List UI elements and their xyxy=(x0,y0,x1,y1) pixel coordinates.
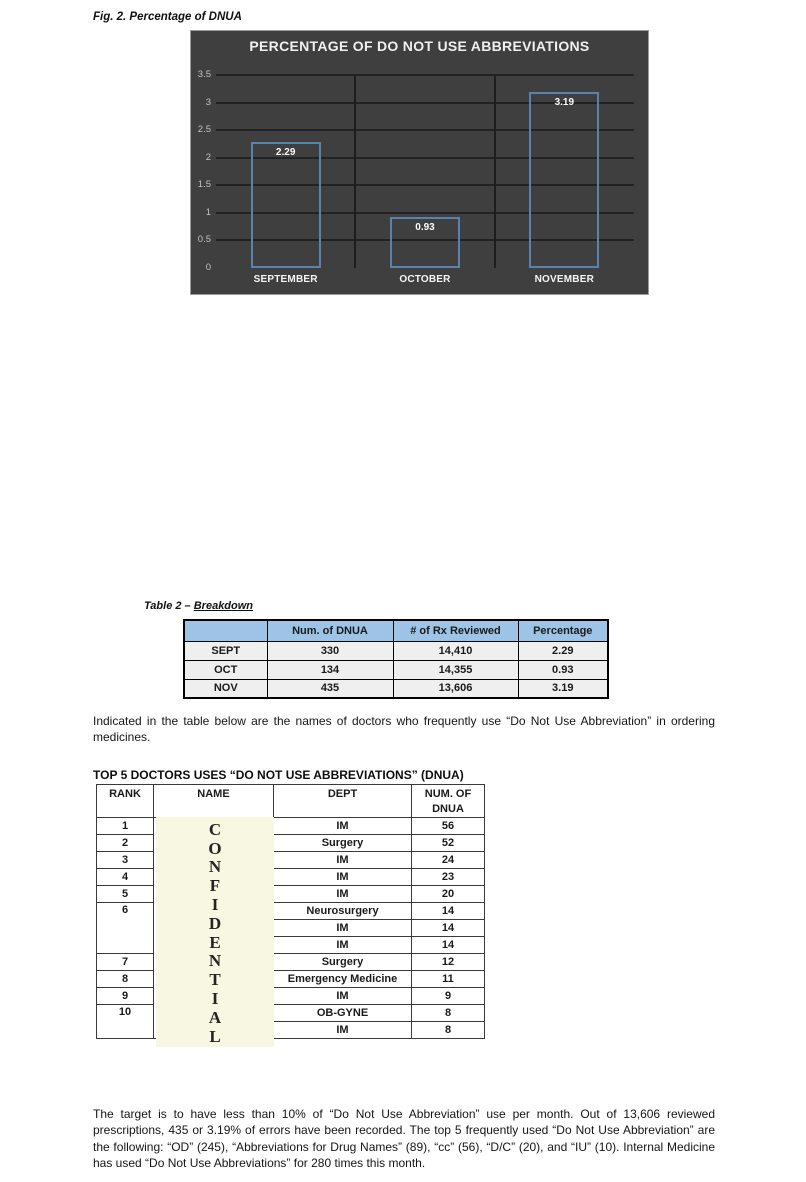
rank-cell: 9 xyxy=(97,987,154,1004)
dept-cell: Surgery xyxy=(274,834,412,851)
overlay-letter: C xyxy=(208,819,222,839)
dept-cell: IM xyxy=(274,919,412,936)
overlay-letter: A xyxy=(208,1007,222,1027)
name-column-cell xyxy=(154,817,274,1046)
overlay-letter: L xyxy=(209,1026,221,1046)
category-divider xyxy=(354,75,356,268)
num-dnua-cell: 134 xyxy=(267,660,393,679)
breakdown-table xyxy=(183,619,609,699)
x-tick-label: NOVEMBER xyxy=(534,274,595,285)
y-tick-label: 0 xyxy=(205,262,211,273)
doctors-header-dept: DEPT xyxy=(274,785,412,818)
breakdown-header-rx-reviewed: # of Rx Reviewed xyxy=(393,620,518,641)
table-row xyxy=(184,679,608,698)
rank-cell: 6 xyxy=(97,902,154,953)
breakdown-header-num-dnua: Num. of DNUA xyxy=(267,620,393,641)
dept-cell: IM xyxy=(274,817,412,834)
rank-cell: 8 xyxy=(97,970,154,987)
num-cell: 8 xyxy=(412,1004,485,1021)
y-tick-label: 2.5 xyxy=(197,124,211,136)
overlay-letter: N xyxy=(208,857,222,877)
gridline xyxy=(216,74,634,76)
bar-september xyxy=(251,142,321,268)
num-cell: 24 xyxy=(412,851,485,868)
breakdown-header-blank xyxy=(184,620,267,641)
chart-x-axis xyxy=(216,274,634,290)
chart-title: PERCENTAGE OF DO NOT USE ABBREVIATIONS xyxy=(249,38,590,54)
x-tick-label: SEPTEMBER xyxy=(253,274,318,285)
num-cell: 9 xyxy=(412,987,485,1004)
table2-caption xyxy=(144,600,253,612)
overlay-letter: I xyxy=(211,894,219,914)
num-cell: 14 xyxy=(412,936,485,953)
bar-november xyxy=(529,92,599,268)
dept-cell: IM xyxy=(274,851,412,868)
bar-value-label: 2.29 xyxy=(275,146,296,158)
rank-cell: 3 xyxy=(97,851,154,868)
rx-reviewed-cell: 14,410 xyxy=(393,641,518,660)
overlay-letter: I xyxy=(211,989,219,1008)
dept-cell: IM xyxy=(274,885,412,902)
chart-y-axis xyxy=(191,69,212,273)
overlay-letter: N xyxy=(208,951,222,971)
dept-cell: Neurosurgery xyxy=(274,902,412,919)
y-tick-label: 2 xyxy=(205,151,211,163)
percentage-cell: 2.29 xyxy=(518,641,608,660)
dept-cell: IM xyxy=(274,868,412,885)
percentage-cell: 3.19 xyxy=(518,679,608,698)
doctors-header-num: NUM. OF DNUA xyxy=(412,785,485,818)
num-cell: 11 xyxy=(412,970,485,987)
bar-value-label: 0.93 xyxy=(415,221,435,233)
dept-cell: IM xyxy=(274,1021,412,1038)
breakdown-header-row xyxy=(184,620,608,641)
num-cell: 23 xyxy=(412,868,485,885)
rank-cell: 7 xyxy=(97,953,154,970)
figure-caption: Fig. 2. Percentage of DNUA xyxy=(93,11,242,23)
y-tick-label: 3 xyxy=(205,96,211,108)
overlay-letter: T xyxy=(209,970,221,990)
month-cell: NOV xyxy=(184,679,267,698)
dept-cell: IM xyxy=(274,987,412,1004)
overlay-letter: F xyxy=(209,876,221,896)
confidential-overlay xyxy=(156,817,274,1047)
percentage-cell: 0.93 xyxy=(518,660,608,679)
doctors-header-row xyxy=(97,785,485,818)
top5-doctors-table xyxy=(96,784,485,1046)
rank-cell: 10 xyxy=(97,1004,154,1038)
doctors-header-rank: RANK xyxy=(97,785,154,818)
closing-paragraph: The target is to have less than 10% of “Do Not Use Abbreviation” use per month. Out of 13,606 reviewed prescriptions, 435 or 3.19% of errors have been recorded. The top 5 frequently used “Do Not Use Abbreviation” are the following: “OD” (245), “Abbreviations for Drug Names” (89), “cc” (56), “D/C” (20), and “IU” (10). Internal Medicine has used “Do Not Use Abbreviations” for 280 times this month. xyxy=(93,1107,715,1171)
dnua-bar-chart xyxy=(190,30,649,295)
rank-cell: 4 xyxy=(97,868,154,885)
table2-caption-prefix: Table 2 – xyxy=(144,600,194,612)
intro-paragraph: Indicated in the table below are the names of doctors who frequently use “Do Not Use Abbreviation” in ordering medicines. xyxy=(93,714,715,744)
rx-reviewed-cell: 13,606 xyxy=(393,679,518,698)
chart-plot-area xyxy=(216,75,634,268)
x-tick-label: OCTOBER xyxy=(399,274,451,285)
dept-cell: OB-GYNE xyxy=(274,1004,412,1021)
rank-cell: 2 xyxy=(97,834,154,851)
dept-cell: IM xyxy=(274,936,412,953)
num-dnua-cell: 330 xyxy=(267,641,393,660)
overlay-letter: E xyxy=(209,932,221,952)
category-divider xyxy=(494,75,496,268)
y-tick-label: 1 xyxy=(205,206,211,218)
breakdown-header-percentage: Percentage xyxy=(518,620,608,641)
table-row xyxy=(97,817,485,834)
table2-caption-term: Breakdown xyxy=(193,600,254,612)
num-cell: 52 xyxy=(412,834,485,851)
num-dnua-cell: 435 xyxy=(267,679,393,698)
num-cell: 12 xyxy=(412,953,485,970)
bar-value-label: 3.19 xyxy=(554,97,575,109)
month-cell: OCT xyxy=(184,660,267,679)
rx-reviewed-cell: 14,355 xyxy=(393,660,518,679)
y-tick-label: 3.5 xyxy=(197,69,211,80)
num-cell: 14 xyxy=(412,902,485,919)
rank-cell: 5 xyxy=(97,885,154,902)
num-cell: 8 xyxy=(412,1021,485,1038)
top5-doctors-heading: TOP 5 DOCTORS USES “DO NOT USE ABBREVIATIONS” (DNUA) xyxy=(93,768,464,782)
doctors-header-name: NAME xyxy=(154,785,274,818)
bar-october xyxy=(390,217,460,268)
num-cell: 20 xyxy=(412,885,485,902)
num-cell: 14 xyxy=(412,919,485,936)
y-tick-label: 1.5 xyxy=(197,179,211,191)
table-row xyxy=(184,641,608,660)
rank-cell: 1 xyxy=(97,817,154,834)
overlay-letter: D xyxy=(208,913,222,933)
overlay-letter: O xyxy=(208,838,222,858)
num-cell: 56 xyxy=(412,817,485,834)
table-row xyxy=(184,660,608,679)
month-cell: SEPT xyxy=(184,641,267,660)
dept-cell: Emergency Medicine xyxy=(274,970,412,987)
dept-cell: Surgery xyxy=(274,953,412,970)
y-tick-label: 0.5 xyxy=(197,234,211,246)
